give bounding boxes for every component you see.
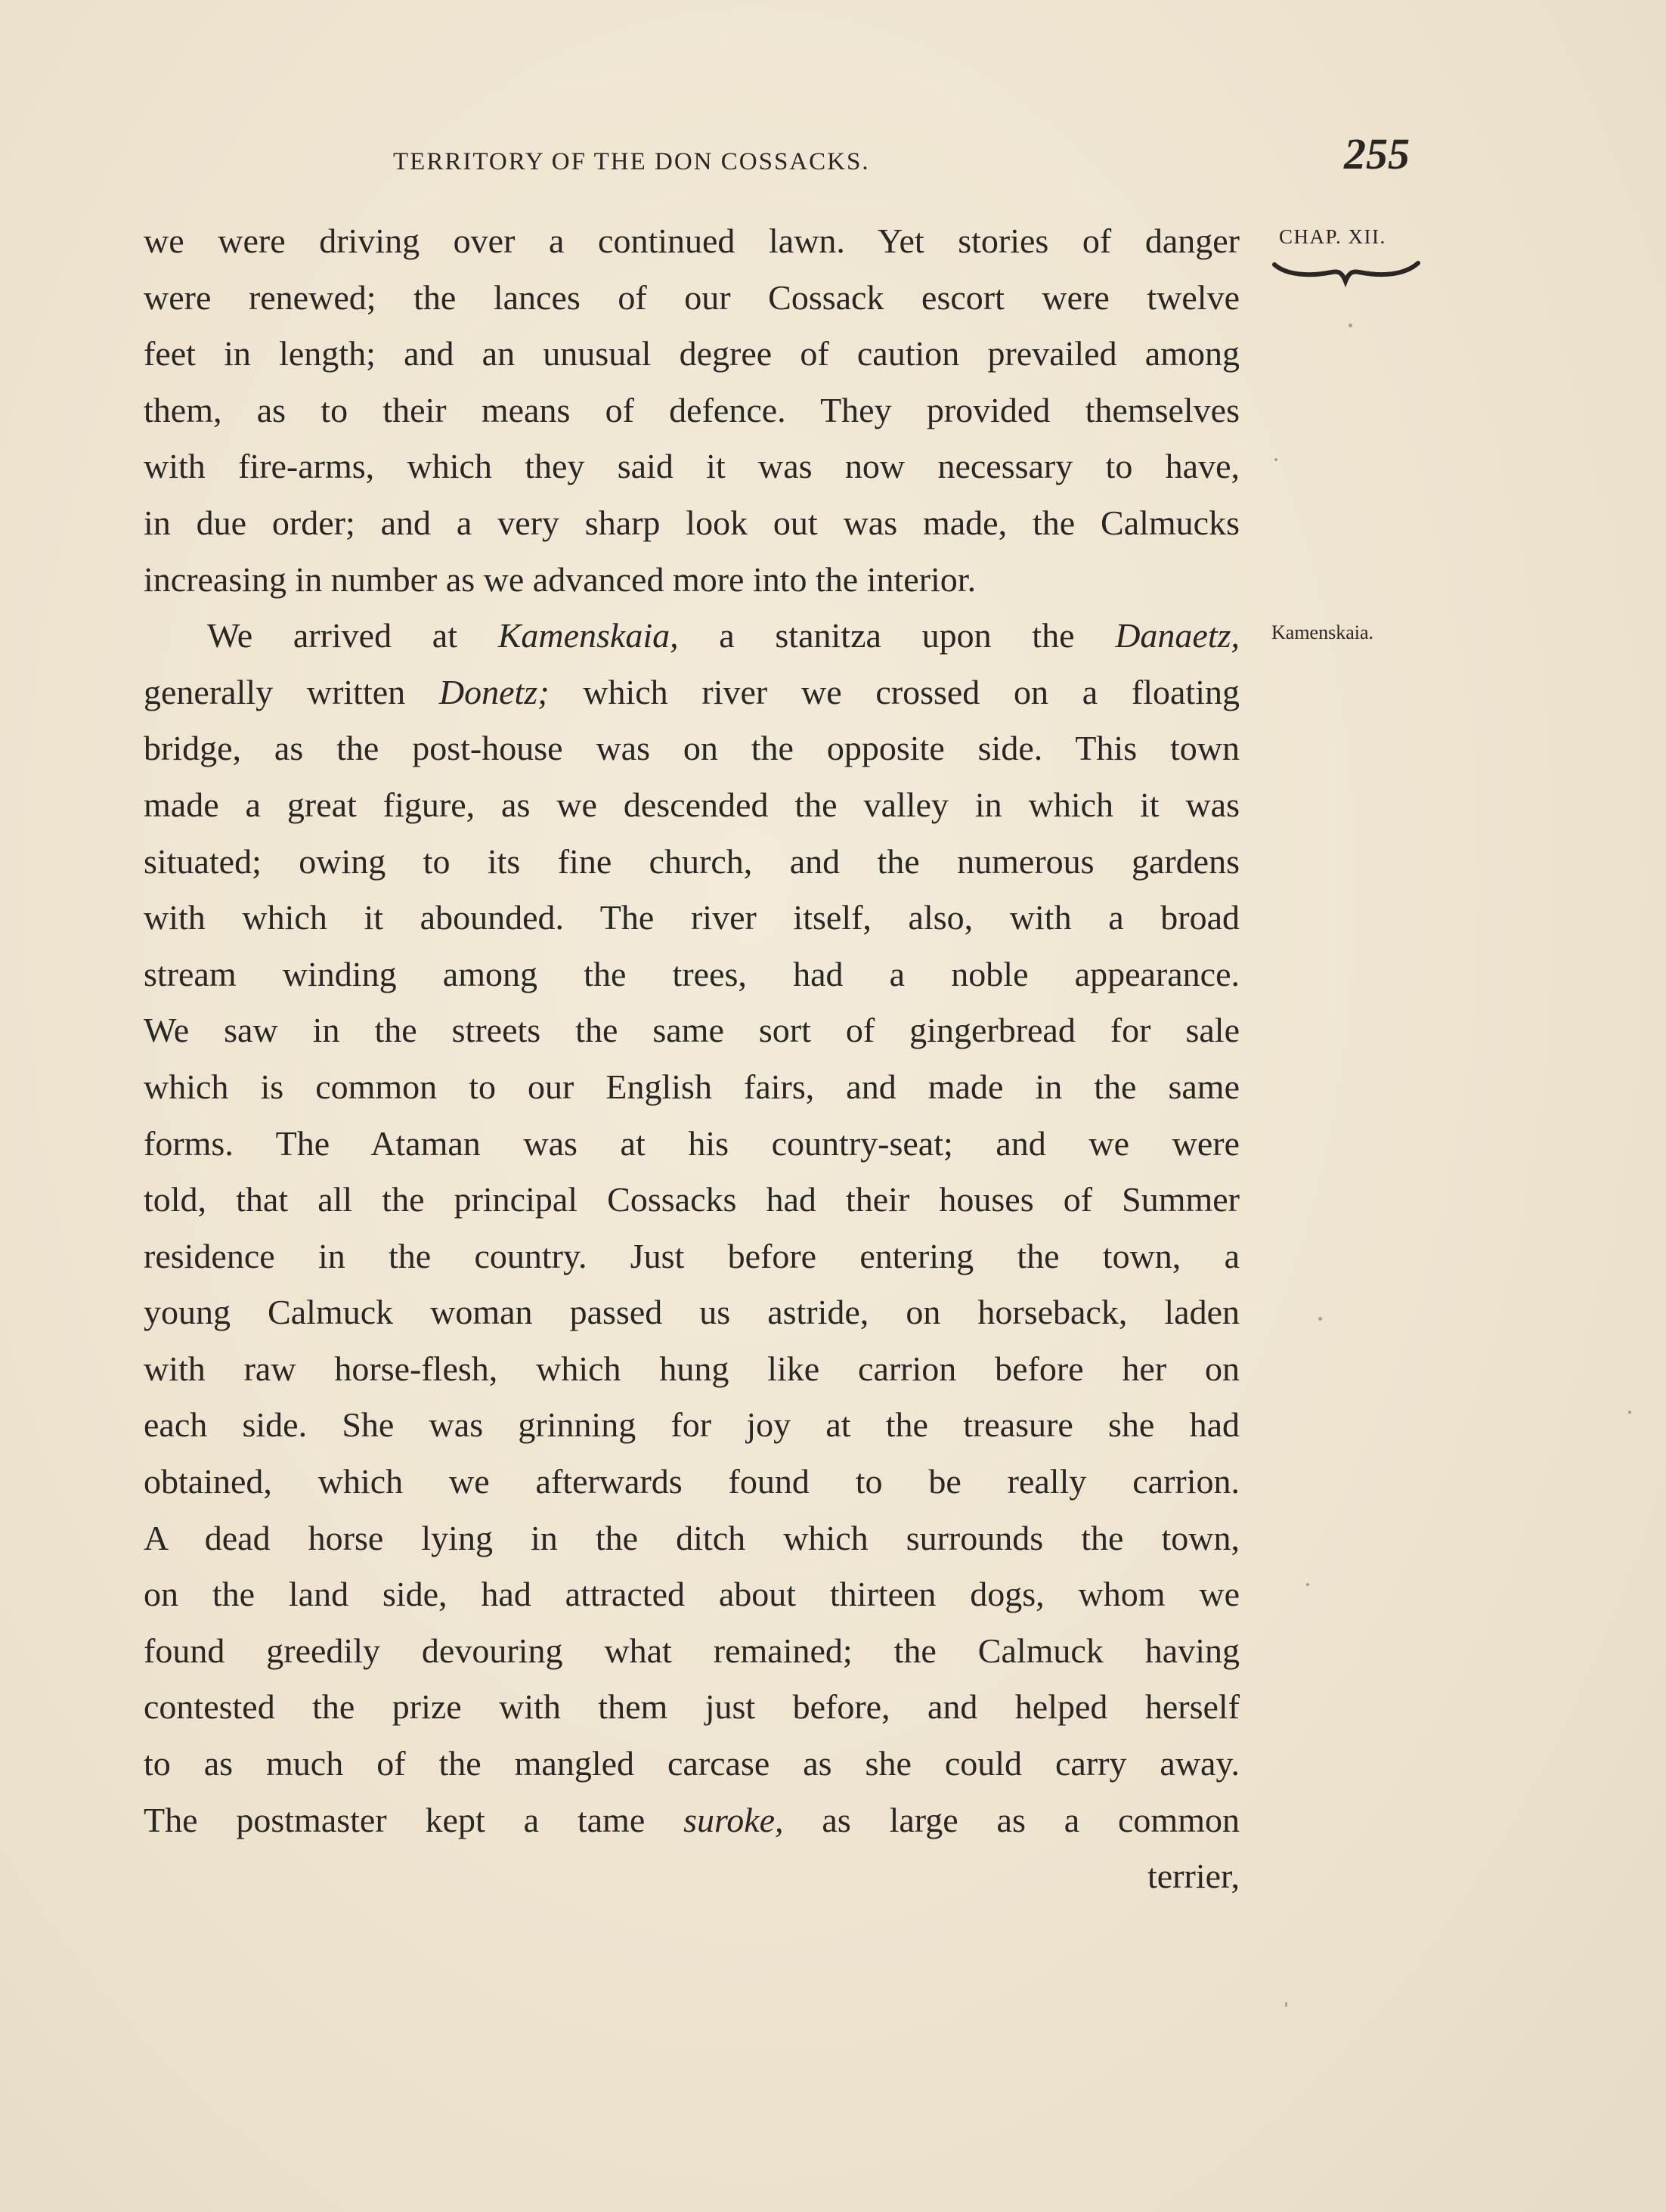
text-line: We saw in the streets the same sort of gingerbread for sale	[144, 1011, 1240, 1050]
paper-speck	[1349, 324, 1352, 327]
paper-speck	[1318, 1317, 1322, 1321]
italic-term: Kamenskaia,	[497, 616, 679, 655]
text-line: A dead horse lying in the ditch which surrounds the town,	[144, 1518, 1240, 1557]
italic-term: Danaetz,	[1115, 616, 1240, 655]
text-line: in due order; and a very sharp look out was made, the Calmucks	[144, 503, 1240, 542]
italic-term: suroke,	[683, 1800, 784, 1839]
paper-speck	[1274, 458, 1277, 461]
text-line: bridge, as the post-house was on the opposite side. This town	[144, 729, 1240, 768]
text-line: were renewed; the lances of our Cossack escort were twelve	[144, 277, 1240, 317]
text-line: increasing in number as we advanced more into the interior.	[144, 559, 977, 599]
text-line: situated; owing to its fine church, and the numerous gardens	[144, 841, 1240, 881]
text-line: made a great figure, as we descended the valley in which it was	[144, 785, 1240, 824]
text-line: stream winding among the trees, had a noble appearance.	[144, 954, 1240, 993]
margin-note-kamenskaia: Kamenskaia.	[1271, 621, 1374, 643]
running-head-title: TERRITORY OF THE DON COSSACKS.	[393, 148, 870, 175]
text-line: forms. The Ataman was at his country-seat; and we were	[144, 1123, 1240, 1163]
text-line: feet in length; and an unusual degree of caution prevailed among	[144, 334, 1240, 373]
chapter-label: CHAP. XII.	[1279, 225, 1386, 248]
text-line: to as much of the mangled carcase as she could carry away.	[144, 1744, 1240, 1783]
brace-ornament	[1271, 259, 1423, 289]
text-line: generally written Donetz; which river we crossed on a floating	[144, 672, 1240, 711]
text-line: each side. She was grinning for joy at the treasure she had	[144, 1405, 1240, 1445]
paper-speck	[1285, 2002, 1287, 2007]
text-line: with fire-arms, which they said it was now necessary to have,	[144, 447, 1240, 486]
text-line: told, that all the principal Cossacks had their houses of Summer	[144, 1180, 1240, 1219]
body-text	[144, 213, 1240, 1905]
paper-speck	[1628, 1411, 1631, 1414]
text-line: contested the prize with them just before, and helped herself	[144, 1687, 1240, 1727]
text-line: we were driving over a continued lawn. Yet stories of danger	[144, 222, 1240, 260]
text-line: with which it abounded. The river itself, also, with a broad	[144, 898, 1240, 937]
text-line: them, as to their means of defence. They provided themselves	[144, 390, 1240, 429]
paragraph-start-line: We arrived at Kamenskaia, a stanitza upon the Danaetz,	[207, 616, 1240, 655]
text-line: residence in the country. Just before entering the town, a	[144, 1236, 1240, 1275]
text-line: which is common to our English fairs, and made in the same	[144, 1067, 1240, 1106]
text-line: found greedily devouring what remained; the Calmuck having	[144, 1631, 1240, 1670]
text-line: on the land side, had attracted about thirteen dogs, whom we	[144, 1575, 1240, 1614]
italic-term: Donetz;	[438, 672, 550, 711]
text-line: The postmaster kept a tame suroke, as large as a common	[144, 1800, 1240, 1839]
catchword-line: terrier,	[1147, 1857, 1240, 1896]
page-number: 255	[1344, 129, 1410, 178]
text-line: obtained, which we afterwards found to be really carrion.	[144, 1462, 1240, 1501]
paper-speck	[1306, 1583, 1309, 1586]
text-line: with raw horse-flesh, which hung like carrion before her on	[144, 1349, 1240, 1388]
text-line: young Calmuck woman passed us astride, on horseback, laden	[144, 1293, 1240, 1332]
